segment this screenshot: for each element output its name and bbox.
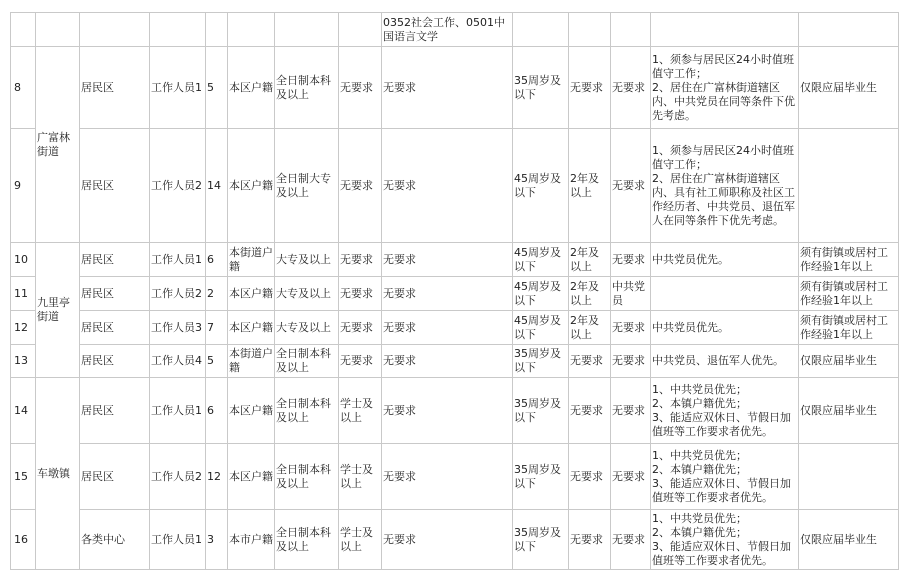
cell-unit: 居民区 [80,277,150,311]
cell-unit: 居民区 [80,345,150,378]
cell-major: 无要求 [382,378,513,444]
cell-major: 无要求 [382,444,513,510]
row-number: 9 [11,129,36,243]
cell-post: 工作人员1 [150,378,206,444]
cell-hukou: 本区户籍 [228,444,275,510]
cell-note: 仅限应届毕业生 [799,378,899,444]
cell-count: 7 [206,311,228,345]
row-number: 16 [11,510,36,570]
cell-post: 工作人员2 [150,129,206,243]
cell-note: 仅限应届毕业生 [799,47,899,129]
cell-politics: 中共党员 [611,277,651,311]
cell-unit: 居民区 [80,47,150,129]
street-name: 广富林街道 [36,47,80,243]
cell-other: 1、中共党员优先； 2、本镇户籍优先； 3、能适应双休日、节假日加值班等工作要求者优先。 [651,444,799,510]
table-row [11,510,899,570]
table-row [11,243,899,277]
cell-edu: 全日制本科及以上 [275,510,339,570]
cell-other: 1、中共党员优先； 2、本镇户籍优先； 3、能适应双休日、节假日加值班等工作要求者优先。 [651,378,799,444]
cell-politics: 无要求 [611,243,651,277]
cell-post: 工作人员4 [150,345,206,378]
cell-count: 14 [206,129,228,243]
cell-edu: 全日制大专及以上 [275,129,339,243]
cell-unit: 居民区 [80,243,150,277]
row-number: 10 [11,243,36,277]
recruitment-table [10,12,899,570]
table-row [11,47,899,129]
cell-politics: 无要求 [611,510,651,570]
cell-edu: 全日制本科及以上 [275,345,339,378]
row-number: 12 [11,311,36,345]
table-row [11,277,899,311]
cell-hukou: 本街道户籍 [228,345,275,378]
table-row [11,311,899,345]
cell-degree: 无要求 [339,277,382,311]
cell-exp: 无要求 [569,47,611,129]
cell-exp: 2年及以上 [569,311,611,345]
cell-hukou: 本街道户籍 [228,243,275,277]
cell-note: 仅限应届毕业生 [799,510,899,570]
cell-count: 5 [206,345,228,378]
cell-age: 45周岁及以下 [513,129,569,243]
cell-note [799,129,899,243]
cell-note: 仅限应届毕业生 [799,345,899,378]
row-number: 13 [11,345,36,378]
cell-age: 45周岁及以下 [513,311,569,345]
cell-politics: 无要求 [611,47,651,129]
cell-major: 无要求 [382,243,513,277]
street-name: 九里亭街道 [36,243,80,378]
cell-unit: 居民区 [80,378,150,444]
cell-degree: 无要求 [339,345,382,378]
cell-age: 35周岁及以下 [513,47,569,129]
cell-other [651,277,799,311]
cell-exp: 无要求 [569,510,611,570]
cell-unit: 居民区 [80,129,150,243]
cell-other: 1、须参与居民区24小时值班值守工作； 2、居住在广富林街道辖区内、具有社工师职称及社区工作经历者、中共党员、退伍军人在同等条件下优先考虑。 [651,129,799,243]
cell-age: 35周岁及以下 [513,345,569,378]
table-row [11,345,899,378]
cell-other: 1、中共党员优先； 2、本镇户籍优先； 3、能适应双休日、节假日加值班等工作要求者优先。 [651,510,799,570]
cell-edu: 全日制本科及以上 [275,47,339,129]
cell-hukou: 本区户籍 [228,311,275,345]
cell-post: 工作人员2 [150,444,206,510]
cell-post: 工作人员3 [150,311,206,345]
cell-post: 工作人员1 [150,243,206,277]
cell-other: 中共党员优先。 [651,243,799,277]
cell-note [799,444,899,510]
cell-note: 须有街镇或居村工作经验1年以上 [799,277,899,311]
cell-other: 中共党员优先。 [651,311,799,345]
cell-other: 1、须参与居民区24小时值班值守工作； 2、居住在广富林街道辖区内、中共党员在同等条件下优先考虑。 [651,47,799,129]
cell-count: 5 [206,47,228,129]
cell-degree: 学士及以上 [339,378,382,444]
cell-count: 6 [206,243,228,277]
cell-age: 45周岁及以下 [513,277,569,311]
row-number: 14 [11,378,36,444]
cell-hukou: 本区户籍 [228,47,275,129]
table-row [11,444,899,510]
cell-edu: 大专及以上 [275,277,339,311]
cell-exp: 无要求 [569,345,611,378]
cell-other: 中共党员、退伍军人优先。 [651,345,799,378]
cell-count: 6 [206,378,228,444]
cell-count: 3 [206,510,228,570]
cell-degree: 无要求 [339,47,382,129]
cell-hukou: 本区户籍 [228,277,275,311]
cell-degree: 无要求 [339,311,382,345]
table-row-top [11,13,899,47]
major-cell: 0352社会工作、0501中国语言文学 [382,13,513,47]
cell-hukou: 本市户籍 [228,510,275,570]
cell-edu: 全日制本科及以上 [275,378,339,444]
row-number: 8 [11,47,36,129]
cell-edu: 大专及以上 [275,311,339,345]
cell-politics: 无要求 [611,444,651,510]
table-row [11,129,899,243]
cell-age: 45周岁及以下 [513,243,569,277]
cell-unit: 居民区 [80,444,150,510]
cell-politics: 无要求 [611,129,651,243]
cell-note: 须有街镇或居村工作经验1年以上 [799,311,899,345]
cell-major: 无要求 [382,277,513,311]
cell-unit: 居民区 [80,311,150,345]
cell-major: 无要求 [382,129,513,243]
cell-degree: 学士及以上 [339,444,382,510]
row-number: 15 [11,444,36,510]
cell-major: 无要求 [382,311,513,345]
cell-politics: 无要求 [611,311,651,345]
cell-age: 35周岁及以下 [513,378,569,444]
cell-politics: 无要求 [611,378,651,444]
cell-exp: 无要求 [569,444,611,510]
cell-exp: 无要求 [569,378,611,444]
cell-age: 35周岁及以下 [513,444,569,510]
cell-exp: 2年及以上 [569,243,611,277]
cell-post: 工作人员1 [150,47,206,129]
street-name: 车墩镇 [36,378,80,570]
cell-major: 无要求 [382,510,513,570]
cell-degree: 无要求 [339,243,382,277]
table-row [11,378,899,444]
cell-unit: 各类中心 [80,510,150,570]
cell-count: 12 [206,444,228,510]
cell-exp: 2年及以上 [569,129,611,243]
cell-post: 工作人员2 [150,277,206,311]
cell-edu: 大专及以上 [275,243,339,277]
cell-major: 无要求 [382,345,513,378]
cell-degree: 学士及以上 [339,510,382,570]
cell-count: 2 [206,277,228,311]
cell-note: 须有街镇或居村工作经验1年以上 [799,243,899,277]
row-number: 11 [11,277,36,311]
cell-degree: 无要求 [339,129,382,243]
cell-major: 无要求 [382,47,513,129]
cell-edu: 全日制本科及以上 [275,444,339,510]
cell-exp: 2年及以上 [569,277,611,311]
cell-politics: 无要求 [611,345,651,378]
cell-hukou: 本区户籍 [228,378,275,444]
cell-hukou: 本区户籍 [228,129,275,243]
cell-age: 35周岁及以下 [513,510,569,570]
cell-post: 工作人员1 [150,510,206,570]
